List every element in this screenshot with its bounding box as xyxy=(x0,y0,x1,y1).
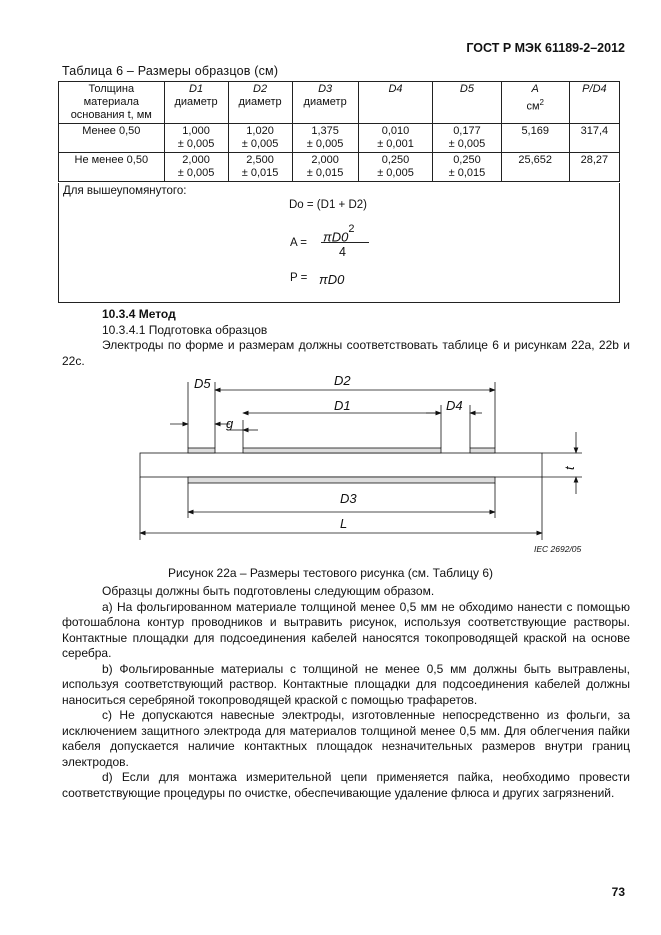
electrode-d3 xyxy=(188,477,495,483)
header-d5: D5 xyxy=(433,82,501,124)
paragraph-c: c) Не допускаются навесные электроды, изготовленные непосредственно из фольги, за исключением защитного электрода для материалов толщиной менее 0,5 мм. Для облегчения пайки кабеля допускается наличие контактных площадок незначительных размеров внутри границ электродов. xyxy=(62,708,630,769)
paragraph: Образцы должны быть подготовлены следующим образом. xyxy=(102,584,435,598)
cell-d1: 2,000 ± 0,005 xyxy=(164,153,228,182)
label-d2: D2 xyxy=(334,373,351,388)
paragraph: Электроды по форме и размерам должны соответствовать таблице 6 и рисункам 22a, 22b и 22c. xyxy=(62,338,630,368)
dimensions-table xyxy=(58,81,620,182)
formula-a-lhs: A = xyxy=(290,237,307,249)
iec-reference: IEC 2692/05 xyxy=(534,544,582,554)
label-g: g xyxy=(226,416,234,431)
cell-thickness: Не менее 0,50 xyxy=(59,153,165,182)
label-d1: D1 xyxy=(334,398,351,413)
cell-thickness: Менее 0,50 xyxy=(59,124,165,153)
header-d3: D3 диаметр xyxy=(292,82,358,124)
header-d4: D4 xyxy=(358,82,433,124)
table-caption: Таблица 6 – Размеры образцов (см) xyxy=(62,64,279,78)
section-block xyxy=(62,307,630,369)
electrode-figure xyxy=(130,370,600,560)
formula-p-rhs: πD0 xyxy=(319,272,345,287)
formula-note: Для вышеупомянутого: xyxy=(63,185,187,197)
header-d2: D2 диаметр xyxy=(228,82,292,124)
formula-p-lhs: P = xyxy=(290,272,308,284)
substrate xyxy=(140,453,542,477)
document-header: ГОСТ Р МЭК 61189-2–2012 xyxy=(466,41,625,55)
formula-a-numerator: $\pi D0^2$ xyxy=(323,223,355,245)
header-p-d4: P/D4 xyxy=(569,82,619,124)
figure-caption: Рисунок 22a – Размеры тестового рисунка (см. Таблицу 6) xyxy=(167,566,494,580)
table-row xyxy=(59,124,620,153)
page-number: 73 xyxy=(611,885,625,899)
electrode-d1 xyxy=(243,448,441,453)
formula-box xyxy=(58,183,620,303)
paragraph-d: d) Если для монтажа измерительной цепи применяется пайка, необходимо провести соответствующие процедуры по очистке, обеспечивающие удаление флюса и других загрязнений. xyxy=(62,770,630,800)
paragraph-b: b) Фольгированные материалы с толщиной не менее 0,5 мм должны быть вытравлены, используя соответствующий раствор. Контактные площадки для подсоединения кабелей должны наноситься серебряной токопроводящей краской с помощью трафаретов. xyxy=(62,661,630,707)
label-d5: D5 xyxy=(194,376,211,391)
cell-p-d4: 28,27 xyxy=(569,153,619,182)
label-l: L xyxy=(340,516,348,531)
cell-d3: 2,000 ± 0,015 xyxy=(292,153,358,182)
header-d1: D1 диаметр xyxy=(164,82,228,124)
label-d3: D3 xyxy=(340,491,357,506)
label-t: t xyxy=(562,466,577,470)
cell-d4: 0,010 ± 0,001 xyxy=(358,124,433,153)
paragraph-a: a) На фольгированном материале толщиной менее 0,5 мм не обходимо нанести с помощью фотошаблона контур проводников и вытравить рисунок, используя соответствующие растворы. Контактные площадки для подсоединения кабелей наносятся токопроводящей краской на основе серебра. xyxy=(62,599,630,660)
body-text xyxy=(62,584,630,801)
table-row xyxy=(59,153,620,182)
subsection-title: 10.3.4.1 Подготовка образцов xyxy=(102,322,268,337)
formula-do: Do = (D1 + D2) xyxy=(289,199,367,211)
electrode-d5 xyxy=(188,448,215,453)
cell-d2: 1,020 ± 0,005 xyxy=(228,124,292,153)
cell-p-d4: 317,4 xyxy=(569,124,619,153)
formula-a-denominator: 4 xyxy=(339,245,346,259)
cell-area: 25,652 xyxy=(501,153,569,182)
fraction-bar xyxy=(321,242,369,243)
cell-d4: 0,250 ± 0,005 xyxy=(358,153,433,182)
cell-d2: 2,500 ± 0,015 xyxy=(228,153,292,182)
label-d4: D4 xyxy=(446,398,463,413)
table-header-row xyxy=(59,82,620,124)
cell-area: 5,169 xyxy=(501,124,569,153)
cell-d5: 0,177 ± 0,005 xyxy=(433,124,501,153)
cell-d3: 1,375 ± 0,005 xyxy=(292,124,358,153)
header-thickness: Толщина материала основания t, мм xyxy=(59,82,165,124)
electrode-d4 xyxy=(470,448,495,453)
header-area: A $см^2$ xyxy=(501,82,569,124)
cell-d1: 1,000 ± 0,005 xyxy=(164,124,228,153)
section-title: 10.3.4 Метод xyxy=(102,307,176,321)
cell-d5: 0,250 ± 0,015 xyxy=(433,153,501,182)
